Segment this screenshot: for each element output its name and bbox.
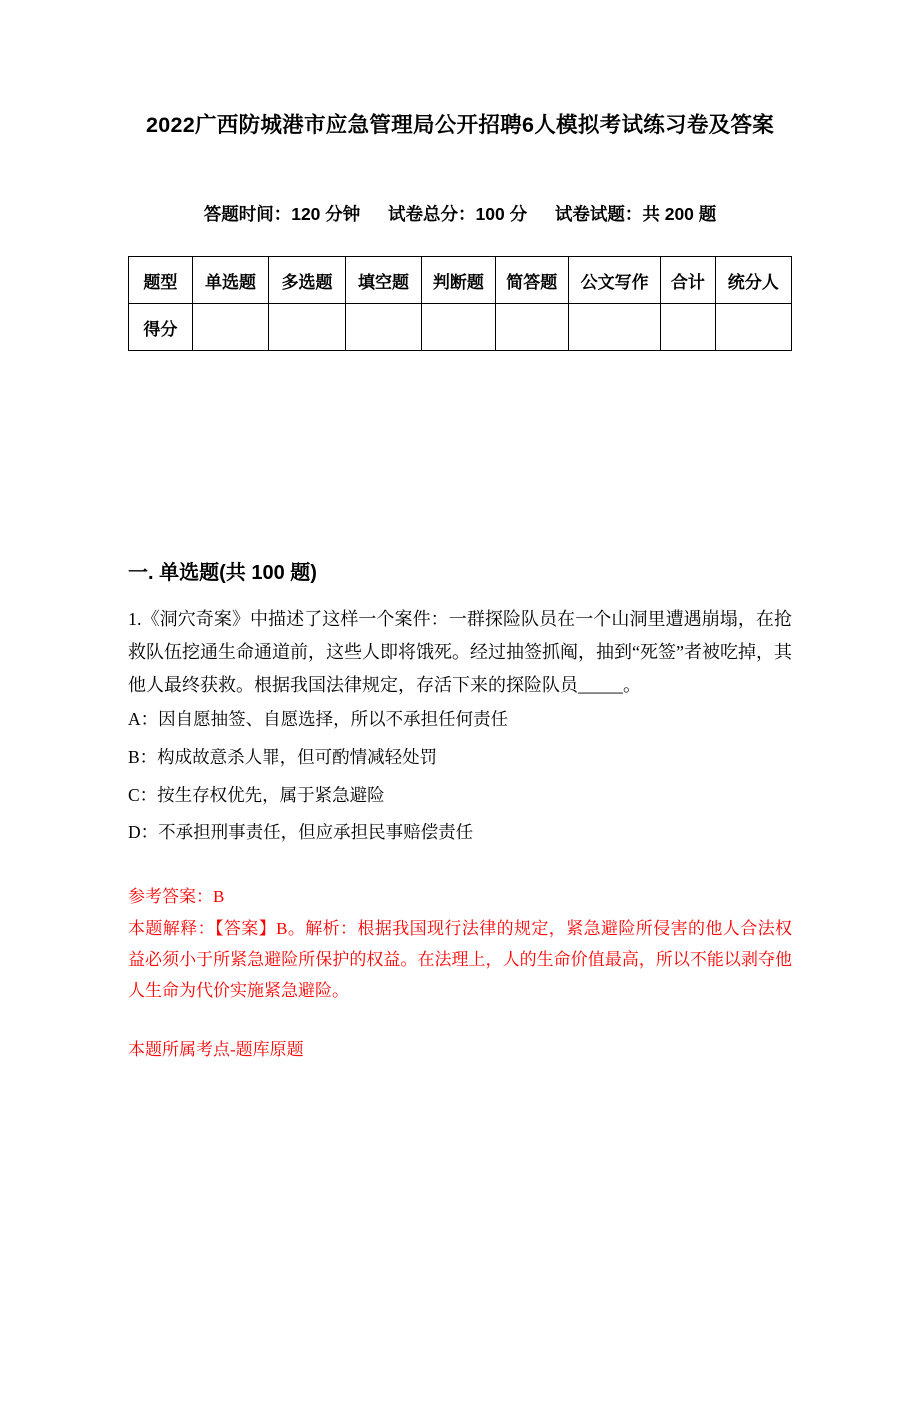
exam-total-score: 试卷总分：100 分 bbox=[388, 204, 528, 224]
table-cell bbox=[715, 304, 792, 351]
question-source: 本题所属考点-题库原题 bbox=[128, 1040, 304, 1060]
table-header-cell: 题型 bbox=[129, 257, 193, 304]
answer-explanation: 本题解释：【答案】B。解析：根据我国现行法律的规定，紧急避险所侵害的他人合法权益必须小于所紧急避险所保护的权益。在法理上，人的生命价值最高，所以不能以剥夺他人生命为代价实施紧急避险。 bbox=[128, 919, 792, 1001]
question-option-c: C：按生存权优先，属于紧急避险 bbox=[128, 784, 385, 805]
table-header-cell: 填空题 bbox=[345, 257, 422, 304]
table-cell bbox=[345, 304, 422, 351]
reference-answer: 参考答案：B bbox=[128, 886, 225, 906]
table-row-label: 得分 bbox=[129, 304, 193, 351]
table-header-cell: 公文写作 bbox=[568, 257, 660, 304]
exam-time: 答题时间：120 分钟 bbox=[203, 204, 361, 224]
table-cell bbox=[568, 304, 660, 351]
table-row bbox=[129, 304, 792, 351]
table-row bbox=[129, 257, 792, 304]
section-heading: 一. 单选题(共 100 题) bbox=[128, 562, 317, 584]
table-header-cell: 多选题 bbox=[269, 257, 346, 304]
page-title: 2022广西防城港市应急管理局公开招聘6人模拟考试练习卷及答案 bbox=[145, 113, 775, 137]
question-option-a: A：因自愿抽签、自愿选择，所以不承担任何责任 bbox=[128, 709, 509, 730]
score-table bbox=[128, 256, 792, 351]
question-stem bbox=[128, 603, 792, 701]
document-page bbox=[0, 108, 920, 1410]
table-cell bbox=[192, 304, 269, 351]
table-header-cell: 简答题 bbox=[495, 257, 568, 304]
answer-area bbox=[128, 882, 792, 1007]
table-cell bbox=[422, 304, 495, 351]
table-cell bbox=[661, 304, 715, 351]
question-option-b: B：构成故意杀人罪，但可酌情减轻处罚 bbox=[128, 746, 438, 767]
table-cell bbox=[495, 304, 568, 351]
question-option-d: D：不承担刑事责任，但应承担民事赔偿责任 bbox=[128, 822, 474, 843]
table-header-cell: 合计 bbox=[661, 257, 715, 304]
exam-meta bbox=[128, 201, 792, 226]
table-header-cell: 单选题 bbox=[192, 257, 269, 304]
question-number: 1. bbox=[128, 609, 142, 629]
question-block bbox=[128, 603, 792, 1060]
table-cell bbox=[269, 304, 346, 351]
table-header-cell: 判断题 bbox=[422, 257, 495, 304]
table-header-cell: 统分人 bbox=[715, 257, 792, 304]
exam-question-count: 试卷试题：共 200 题 bbox=[554, 204, 717, 224]
question-text: 《洞穴奇案》中描述了这样一个案件：一群探险队员在一个山洞里遭遇崩塌，在抢救队伍挖通生命通道前，这些人即将饿死。经过抽签抓阄，抽到“死签”者被吃掉，其他人最终获救。根据我国法律规定，存活下来的探险队员_____。 bbox=[128, 609, 792, 695]
